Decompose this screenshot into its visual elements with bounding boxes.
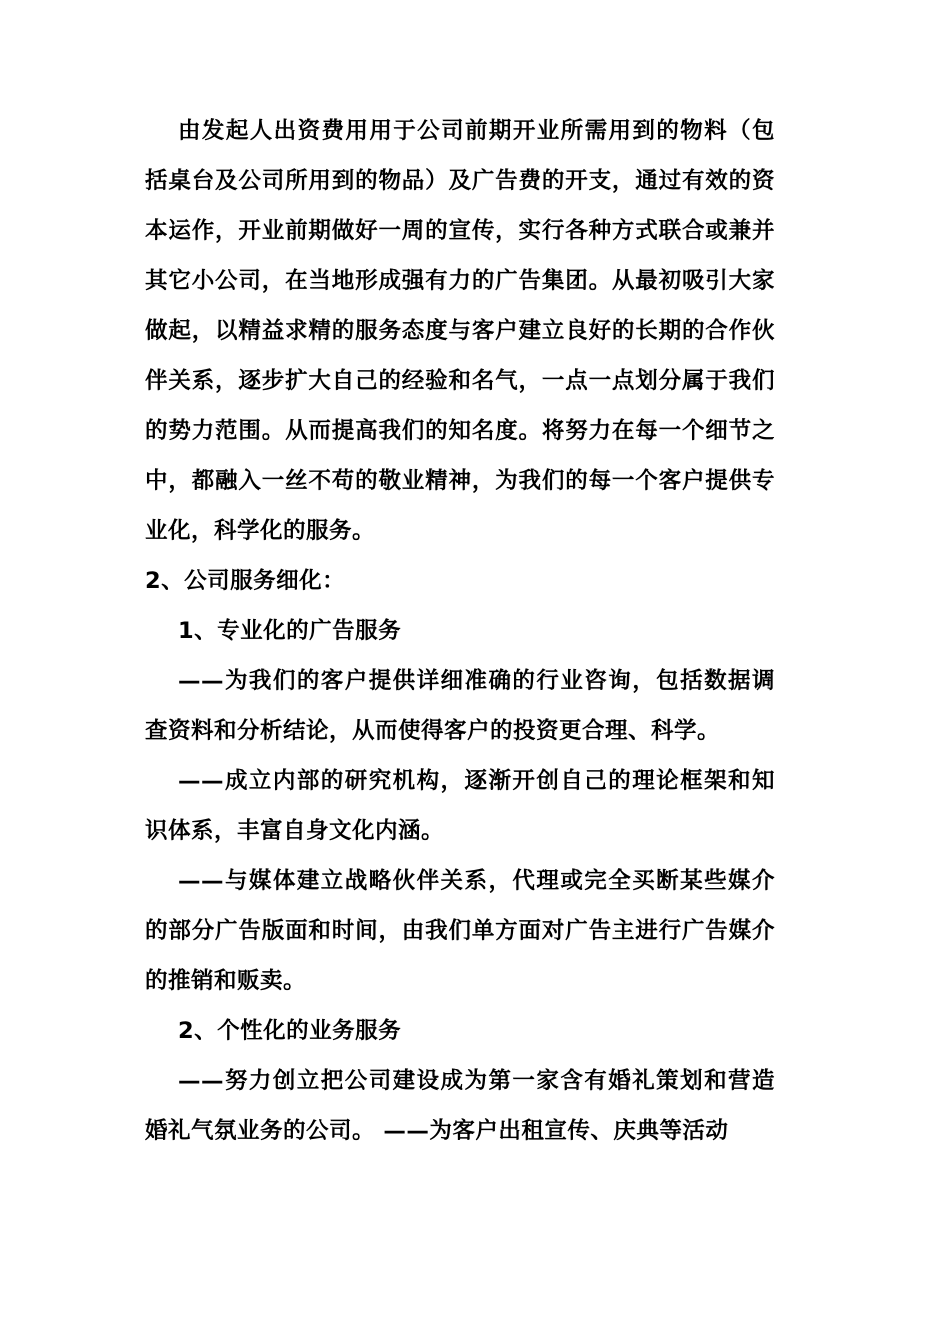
paragraph-research: ——成立内部的研究机构，逐渐开创自己的理论框架和知识体系，丰富自身文化内涵。 xyxy=(145,768,775,844)
paragraph-intro: 由发起人出资费用用于公司前期开业所需用到的物料（包括桌台及公司所用到的物品）及广告费的开支，通过有效的资本运作，开业前期做好一周的宣传，实行各种方式联合或兼并其它小公司，在当地形成强有力的广告集团。从最初吸引大家做起，以精益求精的服务态度与客户建立良好的长期的合作伙伴关系，逐步扩大自己的经验和名气，一点一点划分属于我们的势力范围。从而提高我们的知名度。将努力在每一个细节之中，都融入一丝不苟的敬业精神，为我们的每一个客户提供专业化，科学化的服务。 xyxy=(145,118,775,544)
paragraph-wedding-planning: ——努力创立把公司建设成为第一家含有婚礼策划和营造婚礼气氛业务的公司。 ——为客户出租宣传、庆典等活动 xyxy=(145,1068,775,1144)
document-body xyxy=(145,106,775,1156)
section-heading-service-details: 2、公司服务细化： xyxy=(145,568,346,594)
paragraph-media-partnership: ——与媒体建立战略伙伴关系，代理或完全买断某些媒介的部分广告版面和时间，由我们单方面对广告主进行广告媒介的推销和贩卖。 xyxy=(145,868,775,994)
subheading-professional-ad-service: 1、专业化的广告服务 xyxy=(178,618,402,644)
paragraph-consulting: ——为我们的客户提供详细准确的行业咨询，包括数据调查资料和分析结论，从而使得客户的投资更合理、科学。 xyxy=(145,668,775,744)
subheading-personalized-service: 2、个性化的业务服务 xyxy=(178,1018,402,1044)
